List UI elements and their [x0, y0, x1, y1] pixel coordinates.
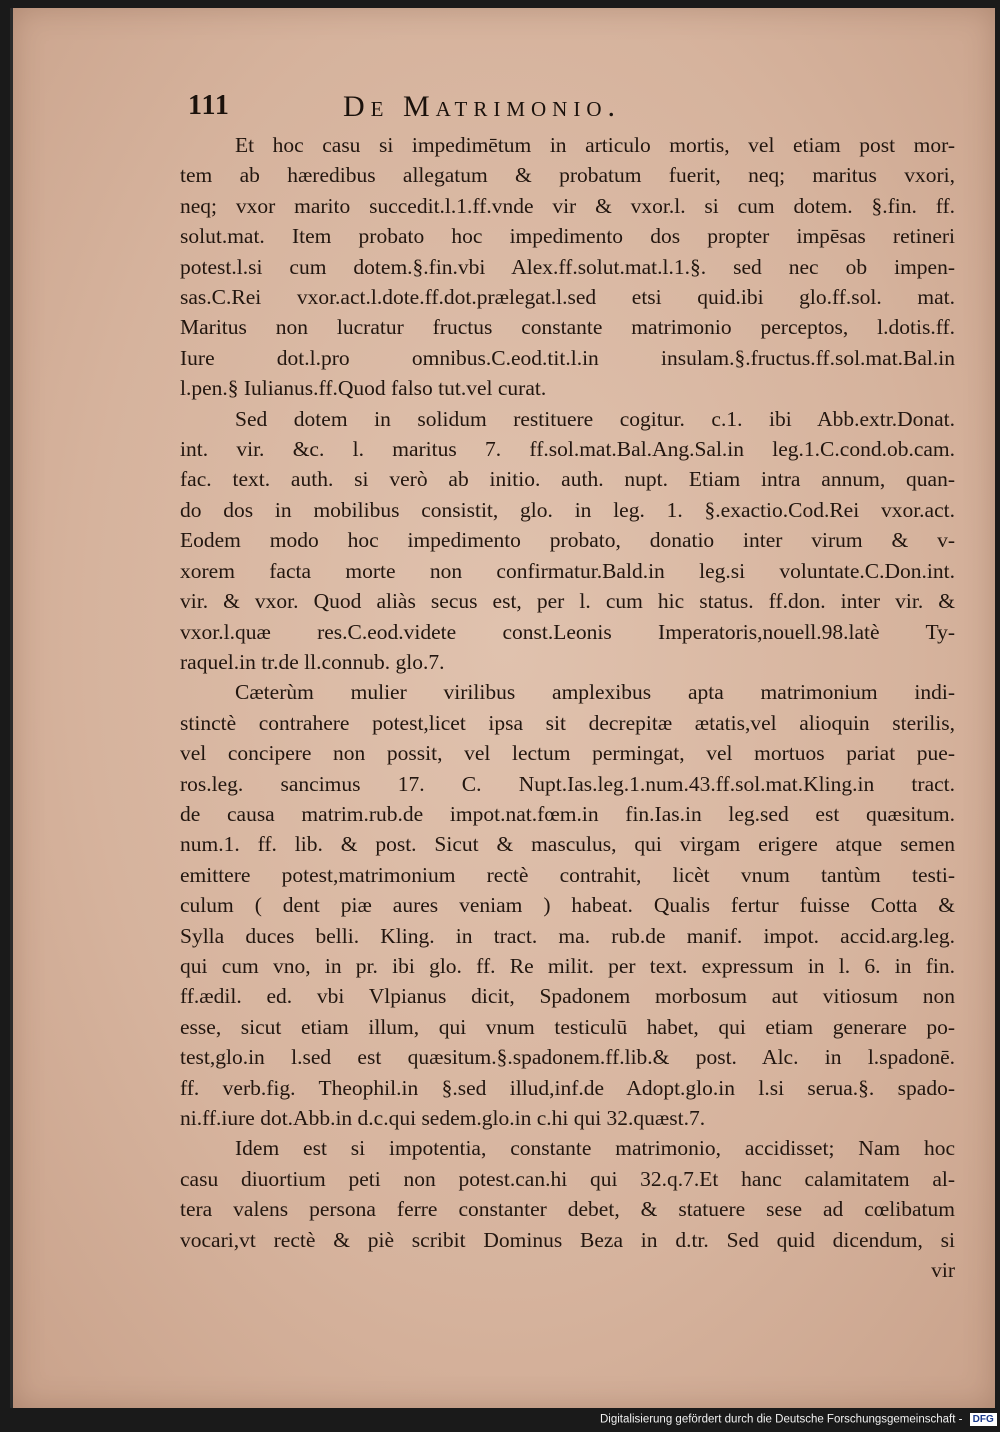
text-line: ff.ædil. ed. vbi Vlpianus dicit, Spadonem morbosum aut vitiosum non — [180, 984, 955, 1009]
dfg-logo: DFG — [970, 1413, 997, 1426]
text-line: sas.C.Rei vxor.act.l.dote.ff.dot.prælegat.l.sed etsi quid.ibi glo.ff.sol. mat. — [180, 285, 955, 310]
text-line: num.1. ff. lib. & post. Sicut & masculus, qui virgam erigere atque semen — [180, 832, 955, 857]
credit-text: Digitalisierung gefördert durch die Deutsche Forschungsgemeinschaft - — [600, 1413, 963, 1426]
text-line: vocari,vt rectè & piè scribit Dominus Beza in d.tr. Sed quid dicendum, si — [180, 1227, 955, 1252]
text-line: culum ( dent piæ aures veniam ) habeat. Qualis fertur fuisse Cotta & — [180, 893, 955, 918]
text-line: l.pen.§ Iulianus.ff.Quod falso tut.vel curat. — [180, 376, 547, 401]
text-line: Sylla duces belli. Kling. in tract. ma. rub.de manif. impot. accid.arg.leg. — [180, 923, 955, 948]
text-line: Et hoc casu si impedimētum in articulo mortis, vel etiam post mor- — [235, 133, 955, 157]
text-line: vel concipere non possit, vel lectum permingat, vel mortuos pariat pue- — [180, 741, 955, 766]
page-header — [188, 90, 808, 130]
text-line: ni.ff.iure dot.Abb.in d.c.qui sedem.glo.in c.hi qui 32.quæst.7. — [180, 1106, 706, 1130]
text-line: ff. verb.fig. Theophil.in §.sed illud,inf.de Adopt.glo.in l.si serua.§. spado- — [180, 1075, 955, 1100]
text-line: tem ab hæredibus allegatum & probatum fuerit, neq; maritus vxori, — [180, 163, 955, 188]
text-line: test,glo.in l.sed est quæsitum.§.spadonem.ff.lib.& post. Alc. in l.spadonē. — [180, 1045, 955, 1070]
text-line: esse, sicut etiam illum, qui vnum testiculū habet, qui etiam generare po- — [180, 1014, 955, 1039]
text-line: Iure dot.l.pro omnibus.C.eod.tit.l.in insulam.§.fructus.ff.sol.mat.Bal.in — [180, 345, 955, 370]
text-line: ros.leg. sancimus 17. C. Nupt.Ias.leg.1.num.43.ff.sol.mat.Kling.in tract. — [180, 771, 955, 796]
text-line: Cæterùm mulier virilibus amplexibus apta matrimonium indi- — [235, 680, 955, 705]
text-line: casu diuortium peti non potest.can.hi qui 32.q.7.Et hanc calamitatem al- — [180, 1166, 955, 1191]
text-line: qui cum vno, in pr. ibi glo. ff. Re milit. per text. expressum in l. 6. in fin. — [180, 953, 955, 978]
text-line: Sed dotem in solidum restituere cogitur. c.1. ibi Abb.extr.Donat. — [235, 406, 955, 431]
text-line: Maritus non lucratur fructus constante matrimonio perceptos, l.dotis.ff. — [180, 315, 955, 340]
text-line: vir. & vxor. Quod aliàs secus est, per l. cum hic status. ff.don. inter vir. & — [180, 589, 955, 614]
text-line: emittere potest,matrimonium rectè contrahit, licèt vnum tantùm testi- — [180, 862, 955, 887]
running-title: De Matrimonio. — [343, 90, 621, 123]
text-line: tera valens persona ferre constanter debet, & statuere sese ad cœlibatum — [180, 1197, 955, 1222]
page-number: 111 — [188, 90, 230, 121]
text-line: potest.l.si cum dotem.§.fin.vbi Alex.ff.solut.mat.l.1.§. sed nec ob impen- — [180, 254, 955, 279]
text-line: raquel.in tr.de ll.connub. glo.7. — [180, 649, 445, 674]
text-line: vir — [931, 1258, 955, 1283]
text-line: solut.mat. Item probato hoc impedimento dos propter impēsas retineri — [180, 224, 955, 249]
text-line: int. vir. &c. l. maritus 7. ff.sol.mat.Bal.Ang.Sal.in leg.1.C.cond.ob.cam. — [180, 437, 955, 462]
text-line: Eodem modo hoc impedimento probato, donatio inter virum & v- — [180, 528, 955, 553]
text-line: vxor.l.quæ res.C.eod.videte const.Leonis Imperatoris,nouell.98.latè Ty- — [180, 619, 955, 644]
text-line: fac. text. auth. si verò ab initio. auth. nupt. Etiam intra annum, quan- — [180, 467, 955, 492]
text-line: de causa matrim.rub.de impot.nat.fœm.in fin.Ias.in leg.sed est quæsitum. — [180, 801, 955, 826]
text-line: Idem est si impotentia, constante matrimonio, accidisset; Nam hoc — [235, 1136, 955, 1161]
text-line: do dos in mobilibus consistit, glo. in leg. 1. §.exactio.Cod.Rei vxor.act. — [180, 497, 955, 522]
text-line: neq; vxor marito succedit.l.1.ff.vnde vir & vxor.l. si cum dotem. §.fin. ff. — [180, 193, 955, 218]
text-line: xorem facta morte non confirmatur.Bald.in leg.si voluntate.C.Don.int. — [180, 558, 955, 583]
digitization-credit — [600, 1413, 995, 1429]
body-text — [180, 130, 955, 1285]
text-line: stinctè contrahere potest,licet ipsa sit decrepitæ ætatis,vel alioquin sterilis, — [180, 710, 955, 735]
